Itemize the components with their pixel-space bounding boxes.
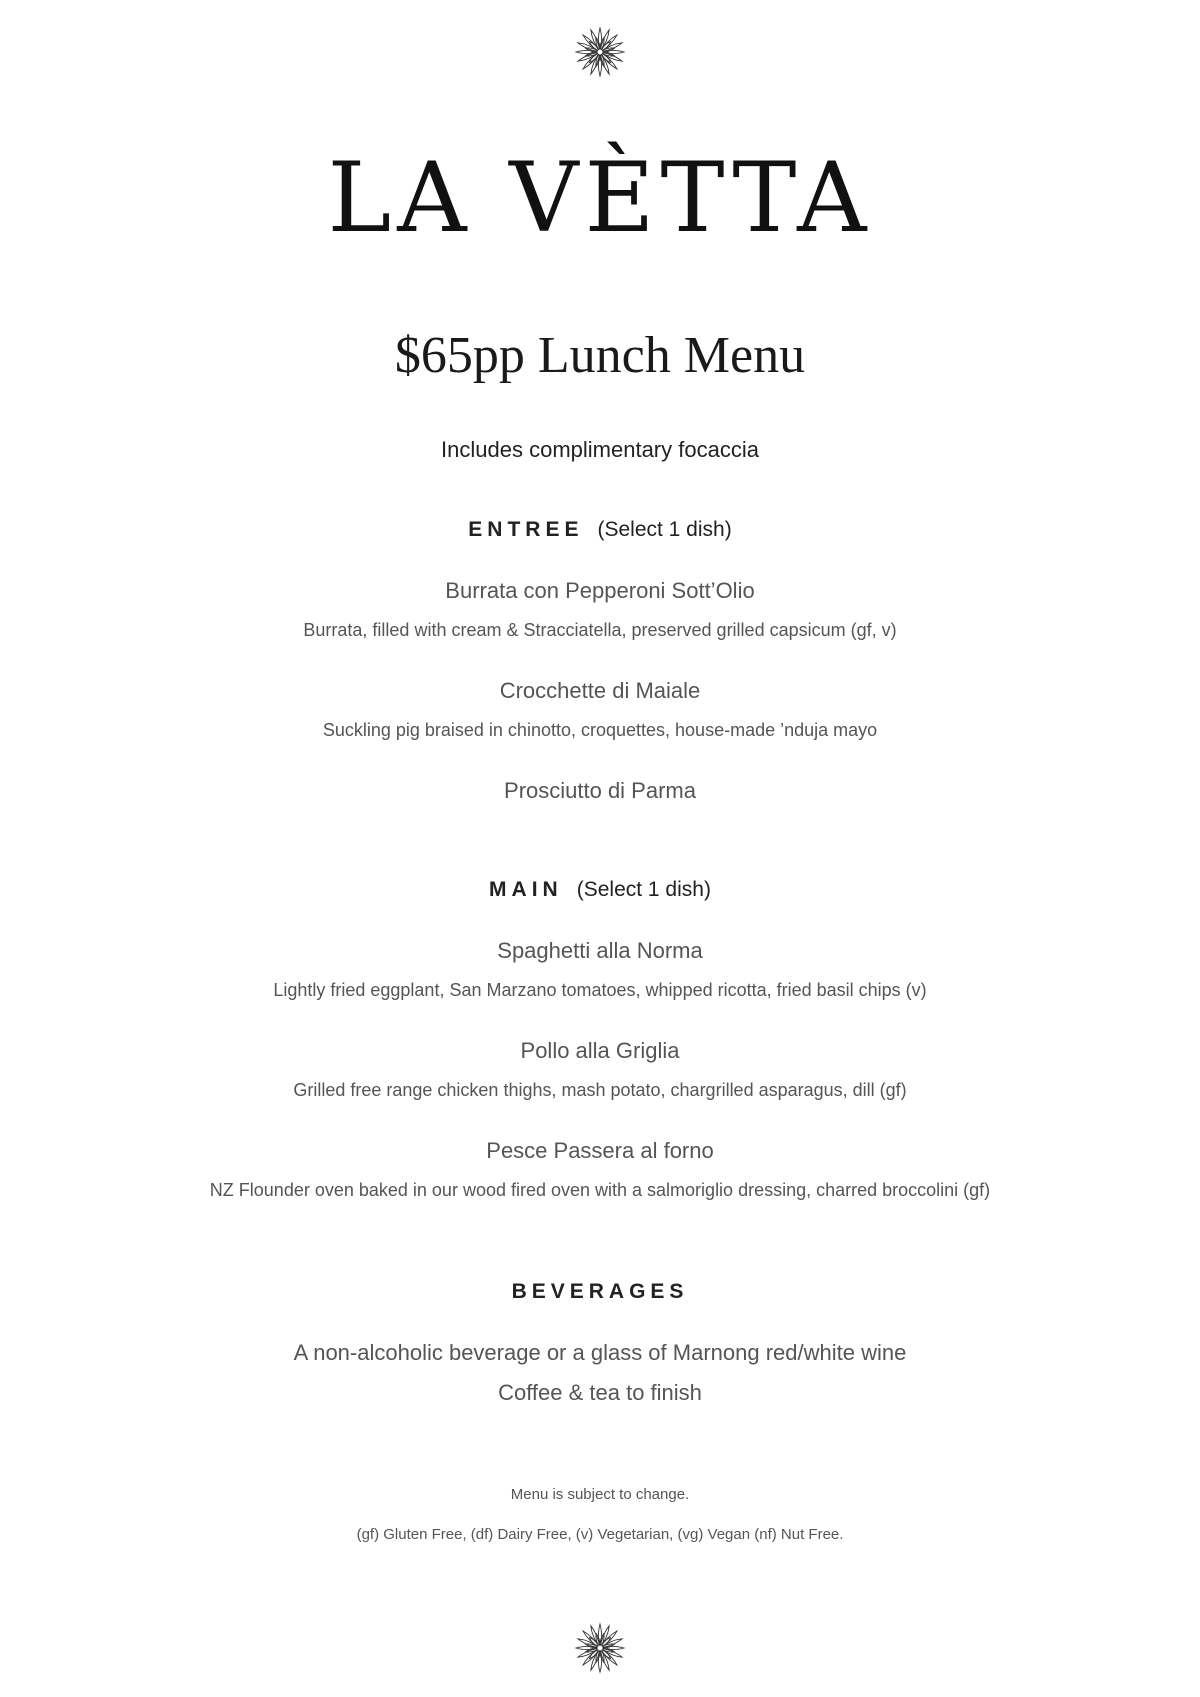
entree-heading: [0, 518, 1200, 542]
beverage-line: A non-alcoholic beverage or a glass of Marnong red/white wine: [293, 1340, 907, 1365]
entree-dish-name: Crocchette di Maiale: [499, 678, 701, 703]
entree-label: ENTREE: [468, 518, 584, 541]
main-dish-name: Pesce Passera al forno: [486, 1138, 714, 1163]
beverages-label: BEVERAGES: [511, 1280, 689, 1303]
entree-dish-desc: Burrata, filled with cream & Stracciatella, preserved grilled capsicum (gf, v): [303, 620, 897, 640]
beverages-heading: [0, 1280, 1200, 1304]
beverage-line: Coffee & tea to finish: [498, 1380, 702, 1405]
flower-ornament-icon: [572, 24, 628, 80]
flower-ornament-icon: [572, 1620, 628, 1676]
dietary-legend: (gf) Gluten Free, (df) Dairy Free, (v) Vegetarian, (vg) Vegan (nf) Nut Free.: [356, 1526, 844, 1543]
menu-subtitle: Includes complimentary focaccia: [441, 437, 759, 462]
main-dish-name: Spaghetti alla Norma: [497, 938, 703, 963]
entree-note: (Select 1 dish): [597, 518, 732, 541]
main-dish-name: Pollo alla Griglia: [520, 1038, 680, 1063]
entree-dish-desc: Suckling pig braised in chinotto, croquettes, house-made ’nduja mayo: [322, 720, 878, 740]
main-dish-desc: Grilled free range chicken thighs, mash potato, chargrilled asparagus, dill (gf): [293, 1080, 907, 1100]
entree-dish-name: Burrata con Pepperoni Sott’Olio: [445, 578, 755, 603]
menu-change-note: Menu is subject to change.: [510, 1486, 690, 1503]
main-label: MAIN: [489, 878, 563, 901]
brand-title: LA VÈTTA: [327, 142, 873, 254]
entree-dish-name: Prosciutto di Parma: [504, 778, 696, 803]
main-dish-desc: NZ Flounder oven baked in our wood fired oven with a salmoriglio dressing, charred broccolini (gf): [209, 1180, 991, 1200]
main-dish-desc: Lightly fried eggplant, San Marzano tomatoes, whipped ricotta, fried basil chips (v): [273, 980, 927, 1000]
menu-title: $65pp Lunch Menu: [394, 327, 806, 384]
main-heading: [0, 878, 1200, 902]
main-note: (Select 1 dish): [576, 878, 711, 901]
